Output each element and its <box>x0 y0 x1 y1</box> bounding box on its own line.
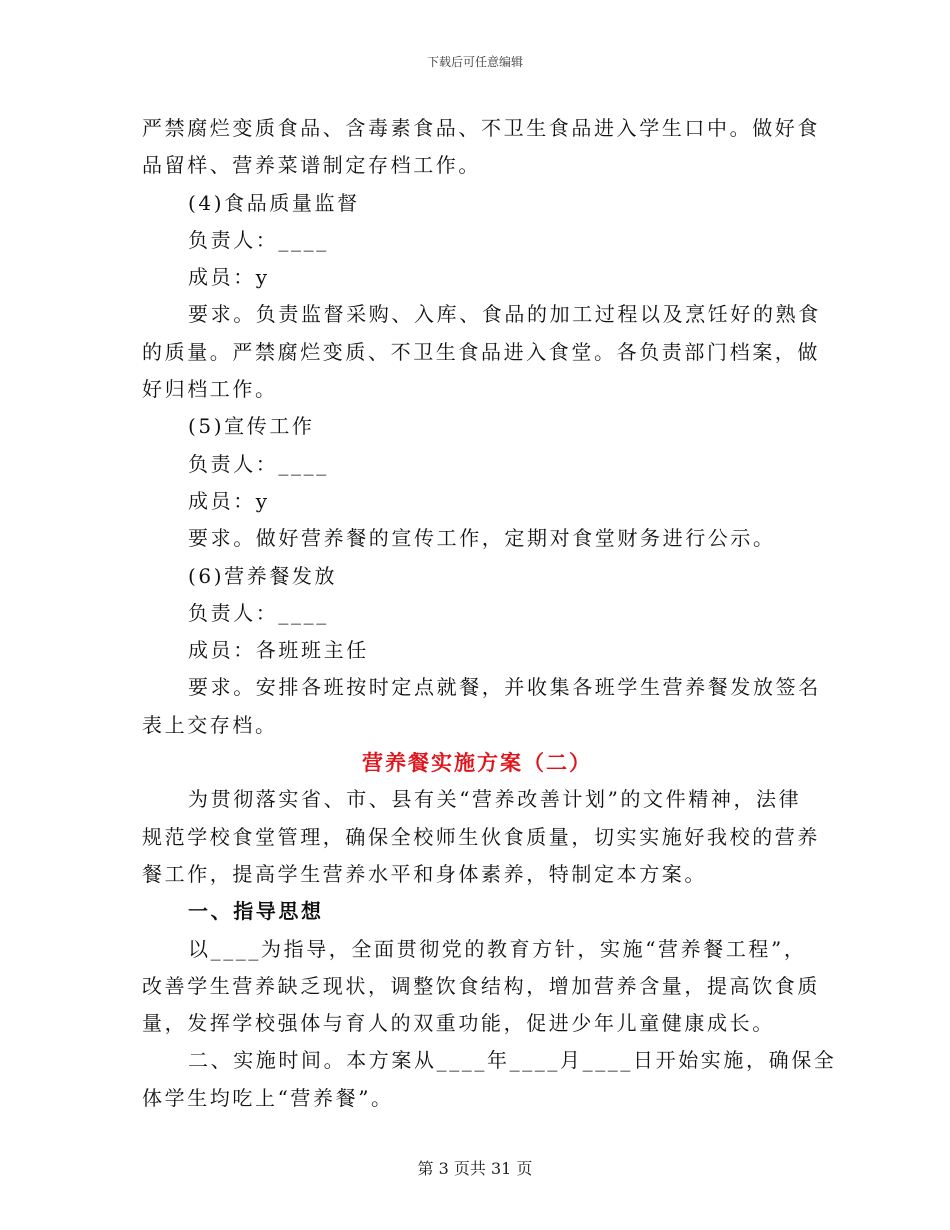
responsible-person-line: 负责人：____ <box>188 227 329 252</box>
requirement-line: 要求。做好营养餐的宣传工作，定期对食堂财务进行公示。 <box>188 526 776 551</box>
responsible-person-line: 负责人：____ <box>188 600 329 625</box>
text-line: 改善学生营养缺乏现状，调整饮食结构，增加营养含量，提高饮食质 <box>142 973 820 998</box>
intro-line: 为贯彻落实省、市、县有关“营养改善计划”的文件精神，法律 <box>188 787 802 812</box>
text-line: 的质量。严禁腐烂变质、不卫生食品进入食堂。各负责部门档案，做 <box>142 339 820 364</box>
responsible-person-line: 负责人：____ <box>188 451 329 476</box>
text-line: 餐工作，提高学生营养水平和身体素养，特制定本方案。 <box>142 861 707 886</box>
text-line: 表上交存档。 <box>142 712 278 737</box>
section-item-heading: (6)营养餐发放 <box>188 563 338 588</box>
section-title: 营养餐实施方案（二） <box>362 750 592 776</box>
text-line: 体学生均吃上“营养餐”。 <box>142 1085 394 1110</box>
page-number: 第 3 页共 31 页 <box>417 1159 533 1178</box>
text-line: 严禁腐烂变质食品、含毒素食品、不卫生食品进入学生口中。做好食 <box>142 116 820 140</box>
requirement-line: 要求。负责监督采购、入库、食品的加工过程以及烹饪好的熟食 <box>188 302 821 327</box>
members-line: 成员：y <box>188 265 270 290</box>
text-line: 量，发挥学校强体与育人的双重功能，促进少年儿童健康成长。 <box>142 1011 775 1036</box>
text-line: 规范学校食堂管理，确保全校师生伙食质量，切实实施好我校的营养 <box>142 824 820 849</box>
text-line: 品留样、营养菜谱制定存档工作。 <box>142 153 481 178</box>
section-item-heading: (4)食品质量监督 <box>188 190 360 215</box>
text-line: 好归档工作。 <box>142 377 278 402</box>
document-body <box>142 110 837 1117</box>
subsection-heading: 一、指导思想 <box>188 899 324 924</box>
members-line: 成员：各班班主任 <box>188 638 369 663</box>
members-line: 成员：y <box>188 488 270 513</box>
implementation-time-line: 二、实施时间。本方案从____年____月____日开始实施，确保全 <box>188 1048 837 1073</box>
guiding-line: 以____为指导，全面贯彻党的教育方针，实施“营养餐工程”， <box>188 936 807 961</box>
requirement-line: 要求。安排各班按时定点就餐，并收集各班学生营养餐发放签名 <box>188 675 821 700</box>
page-header-note: 下载后可任意编辑 <box>426 55 523 69</box>
section-item-heading: (5)宣传工作 <box>188 414 315 439</box>
